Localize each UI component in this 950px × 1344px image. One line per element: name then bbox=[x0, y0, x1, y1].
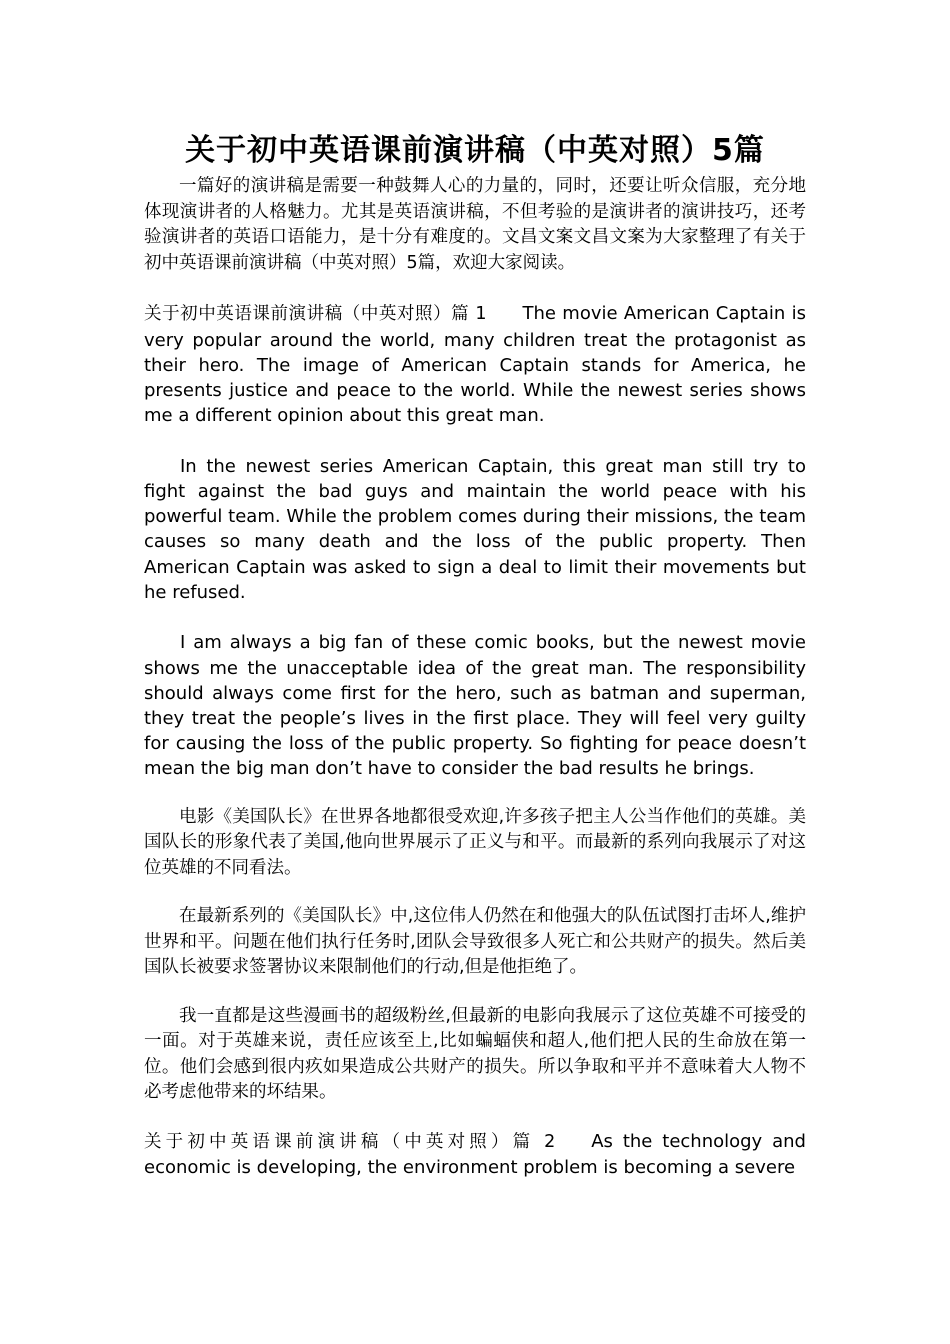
section1-en-paragraph-1 bbox=[144, 301, 806, 428]
section1-cn-paragraph-1: 电影《美国队长》在世界各地都很受欢迎,许多孩子把主人公当作他们的英雄。美国队长的形象代表了美国,他向世界展示了正义与和平。而最新的系列向我展示了对这位英雄的不同看法。 bbox=[144, 806, 806, 878]
section1-cn-paragraph-3: 我一直都是这些漫画书的超级粉丝,但最新的电影向我展示了这位英雄不可接受的一面。对于英雄来说，责任应该至上,比如蝙蝠侠和超人,他们把人民的生命放在第一位。他们会感到很内疚如果造成公共财产的损失。所以争取和平并不意味着大人物不必考虑他带来的坏结果。 bbox=[144, 1005, 806, 1103]
section2-label: 关于初中英语课前演讲稿（中英对照）篇 2 bbox=[144, 1131, 556, 1152]
section2-en-text-1: As the technology and economic is developing, the environment problem is becoming a severe bbox=[144, 1130, 806, 1178]
section1-label: 关于初中英语课前演讲稿（中英对照）篇 1 bbox=[144, 304, 487, 325]
section1-cn-paragraph-2: 在最新系列的《美国队长》中,这位伟人仍然在和他强大的队伍试图打击坏人,维护世界和平。问题在他们执行任务时,团队会导致很多人死亡和公共财产的损失。然后美国队长被要求签署协议来限制他们的行动,但是他拒绝了。 bbox=[144, 906, 806, 978]
intro-paragraph: 一篇好的演讲稿是需要一种鼓舞人心的力量的，同时，还要让听众信服，充分地体现演讲者的人格魅力。尤其是英语演讲稿，不但考验的是演讲者的演讲技巧，还考验演讲者的英语口语能力，是十分有难度的。文昌文案文昌文案为大家整理了有关于初中英语课前演讲稿（中英对照）5篇，欢迎大家阅读。 bbox=[144, 176, 806, 273]
section2-en-paragraph-1 bbox=[144, 1129, 806, 1180]
document-body bbox=[144, 174, 806, 1180]
section1-en-text-1: The movie American Captain is very popular around the world, many children treat the protagonist as their hero. The image of American Captain stands for America, he presents justice and peace to the world. While the newest series shows me a different opinion about this great man. bbox=[144, 303, 806, 427]
section1-en-paragraph-3: I am always a big fan of these comic books, but the newest movie shows me the unacceptable idea of the great man. The responsibility should always come first for the hero, such as batman and superman, they treat the people’s lives in the first place. They will feel very guilty for causing the loss of the public property. So fighting for peace doesn’t mean the big man don’t have to consider the bad results he brings. bbox=[144, 632, 806, 780]
document-title: 关于初中英语课前演讲稿（中英对照）5篇 bbox=[185, 133, 765, 168]
section1-en-paragraph-2: In the newest series American Captain, this great man still try to fight against the bad guys and maintain the world peace with his powerful team. While the problem comes during their missions, the team causes so many death and the loss of the public property. Then American Captain was asked to sign a deal to limit their movements but he refused. bbox=[144, 455, 806, 603]
